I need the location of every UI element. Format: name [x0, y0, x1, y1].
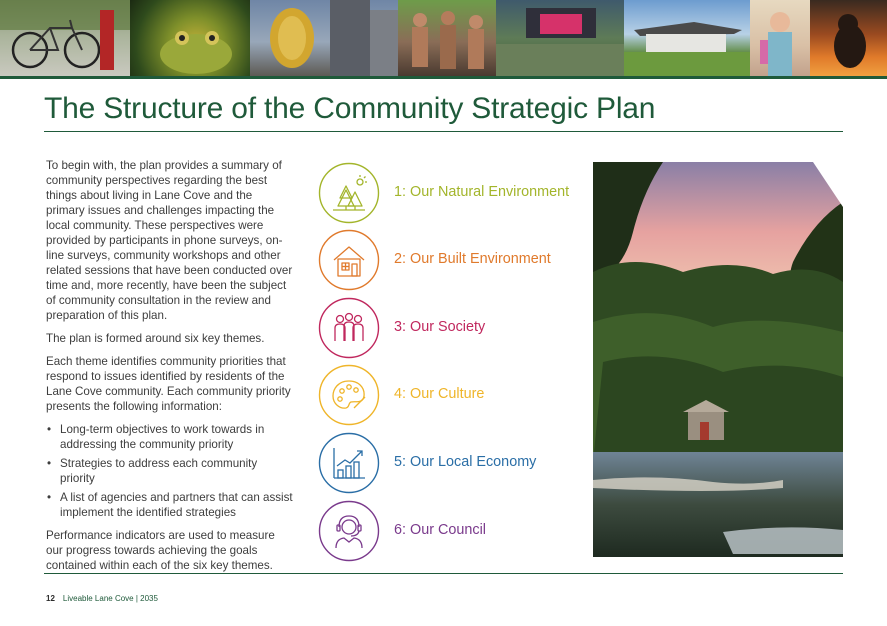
priorities-paragraph: Each theme identifies community priorities that respond to issues identified by residents of the Lane Cove community. Each community priority presents the following information:	[46, 355, 291, 413]
intro-paragraph: To begin with, the plan provides a summary of community perspectives regarding the best things about living in Lane Cove and the primary issues and challenges impacting the local community. These perspectives were provided by participants in phone surveys, on-line surveys, community workshops and other related sessions that have been conducted over time and, more recently, have been the subject of community consultation in the review and preparation of this plan.	[46, 159, 293, 322]
crowd-photo	[398, 0, 496, 76]
theme-label: 2: Our Built Environment	[394, 251, 551, 267]
theme-label: 5: Our Local Economy	[394, 454, 537, 470]
theme-label: 4: Our Culture	[394, 386, 485, 402]
palette-icon	[318, 364, 380, 426]
theme-council	[318, 500, 588, 562]
list-item: • Long-term objectives to work towards in addressing the community priority	[47, 423, 265, 451]
theme-label: 1: Our Natural Environment	[394, 184, 570, 200]
list-item: • Strategies to address each community priority	[47, 457, 258, 485]
theme-natural-environment	[318, 162, 588, 224]
headset-icon	[318, 500, 380, 562]
list-item: • A list of agencies and partners that can assist implement the identified strategies	[47, 491, 293, 519]
title-divider	[44, 131, 843, 132]
people-icon	[318, 297, 380, 359]
publication-name: Liveable Lane Cove | 2035	[62, 594, 158, 603]
boathouse-river-photo	[593, 162, 843, 557]
banner-divider	[0, 76, 887, 79]
bullet-icon: •	[47, 457, 52, 470]
page-number: 12	[46, 594, 55, 603]
page-title: The Structure of the Community Strategic Plan	[44, 92, 656, 125]
bicycle-photo	[0, 0, 130, 76]
indicators-paragraph: Performance indicators are used to measure our progress towards achieving the goals contained within each of the six key themes.	[46, 529, 275, 572]
bullet-icon: •	[47, 491, 52, 504]
theme-label: 6: Our Council	[394, 522, 486, 538]
child-photo	[750, 0, 810, 76]
sculpture-photo	[250, 0, 398, 76]
priority-info-list	[46, 422, 294, 520]
frog-photo	[130, 0, 250, 76]
house-icon	[318, 229, 380, 291]
bullet-icon: •	[47, 423, 52, 436]
theme-local-economy	[318, 432, 588, 494]
theme-built-environment	[318, 229, 588, 291]
trees-icon	[318, 162, 380, 224]
theme-culture	[318, 364, 588, 426]
stage-photo	[496, 0, 624, 76]
theme-label: 3: Our Society	[394, 319, 486, 335]
photo-banner	[0, 0, 887, 76]
page-footer	[46, 594, 158, 603]
intro-text	[46, 158, 294, 581]
footer-divider	[44, 573, 843, 574]
theme-society	[318, 297, 588, 359]
pavilion-photo	[624, 0, 750, 76]
bird-photo	[810, 0, 887, 76]
growth-chart-icon	[318, 432, 380, 494]
themes-paragraph: The plan is formed around six key themes.	[46, 332, 265, 345]
